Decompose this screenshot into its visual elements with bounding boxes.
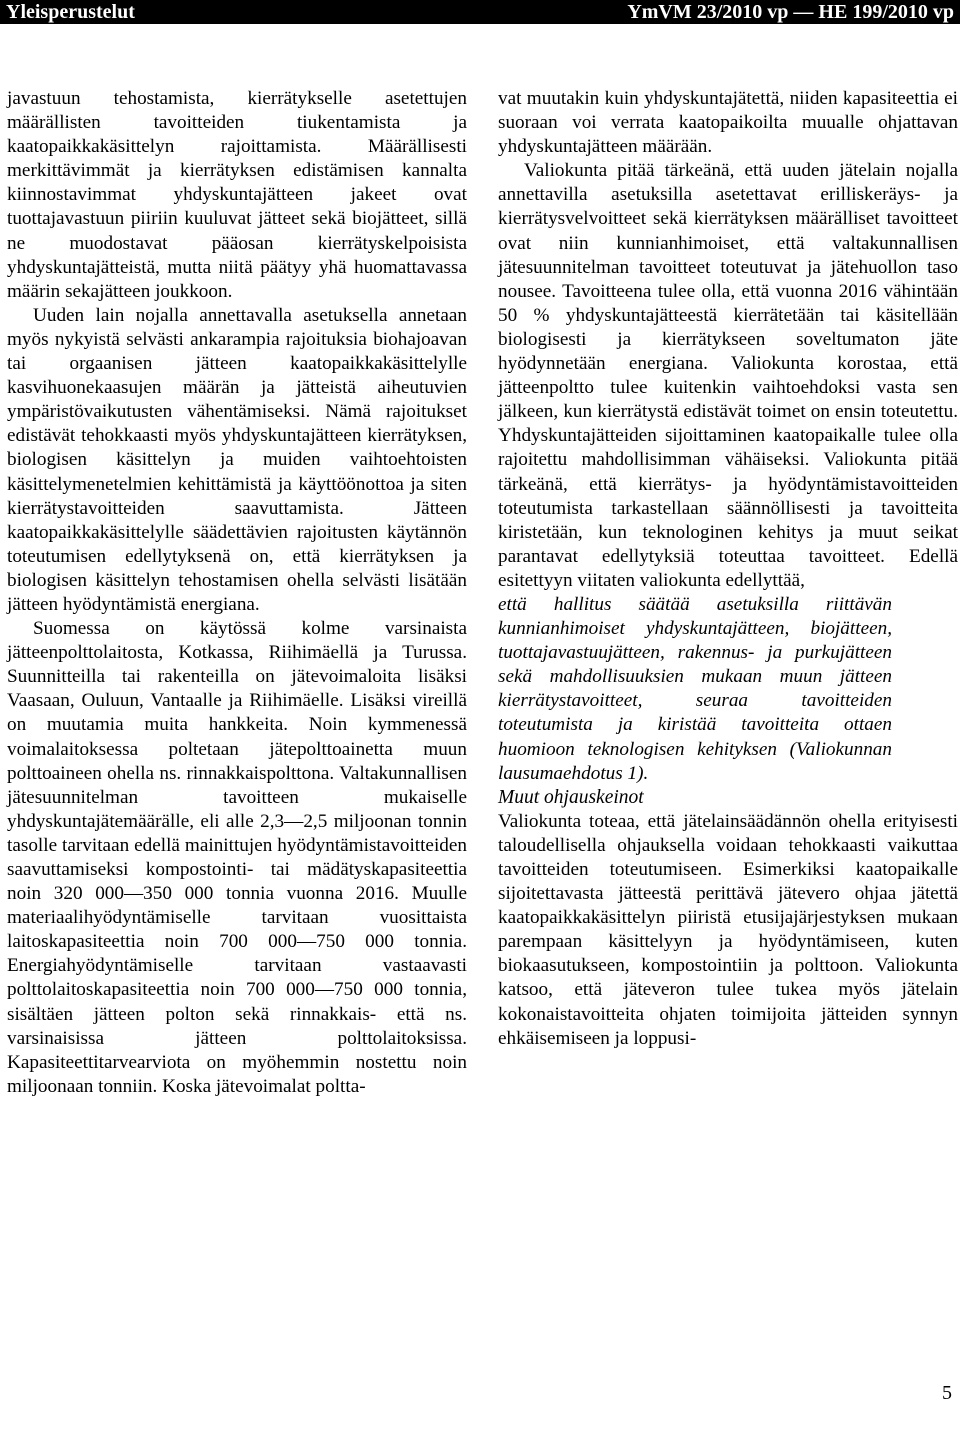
page-number: 5	[942, 1382, 952, 1404]
left-column	[7, 87, 467, 1099]
left-paragraph-3: Suomessa on käytössä kolme varsinaista jätteenpolttolaitosta, Kotkassa, Riihimäellä ja Turussa. Suunnitteilla tai rakenteilla on jätevoimaloita lisäksi Vaasaan, Ouluun, Vantaalle ja Riihimäelle. Lisäksi vireillä on muutamia muita hankkeita. Noin kymmenessä voimalaitoksessa poltetaan jätepolttoainetta muun polttoaineen ohella ns. rinnakkaispolttona. Valtakunnallisen jätesuunnitelman tavoitteen mukaiselle yhdyskuntajätemäärälle, eli alle 2,3—2,5 miljoonan tonnin tasolle tarvitaan edellä mainittujen hyödyntämistavoitteiden saavuttamiseksi kompostointi- tai mädätyskapasiteettia noin 320 000—350 000 tonnia vuonna 2016. Muulle materiaalihyödyntämiselle tarvitaan vuosittaista laitoskapasiteettia noin 700 000—750 000 tonnia. Energiahyödyntämiselle tarvitaan vastaavasti polttolaitoskapasiteettia noin 700 000—750 000 tonnia, sisältäen jätteen polton sekä rinnakkais- että ns. varsinaisissa jätteen polttolaitoksissa. Kapasiteettitarvearviota on myöhemmin nostettu noin miljoonaan tonniin. Koska jätevoimalat poltta-	[7, 618, 467, 1097]
left-paragraph-1: javastuun tehostamista, kierrätykselle asetettujen määrällisten tavoitteiden tiukentamista ja kaatopaikkakäsittelyn rajoittamista. Määrällisesti merkittävimmät ja kierrätyksen edistämisen kannalta kiinnostavimmat yhdyskuntajätteen jakeet ovat tuottajavastuun piiriin kuuluvat jätteet sekä biojätteet, sillä ne muodostavat pääosan kierrätyskelpoisista yhdyskuntajätteistä, mutta niitä päätyy yhä huomattavassa määrin sekajätteen joukkoon.	[7, 88, 467, 302]
right-paragraph-1: vat muutakin kuin yhdyskuntajätettä, niiden kapasiteettia ei suoraan voi verrata kaatopaikoilta muualle ohjattavan yhdyskuntajätteen määrään.	[498, 88, 958, 158]
right-column	[498, 87, 958, 1051]
header-section-title: Yleisperustelut	[6, 1, 135, 23]
right-paragraph-3: Valiokunta toteaa, että jätelainsäädännön ohella erityisesti taloudellisella ohjauksella voidaan tehokkaasti vaikuttaa tavoitteiden toteutumiseen. Esimerkiksi kaatopaikalle sijoitettavasta jätteestä perittävä jätevero ohjaa jätettä kaatopaikkakäsittelyn piiristä etusijajärjestyksen mukaan parempaan käsittelyyn ja hyödyntämiseen, kuten biokaasutukseen, kompostointiin ja polttoon. Valiokunta katsoo, että jäteveron tulee tukea myös jätelain kokonaistavoitteita ohjaten toimijoita jätteiden synnyn ehkäisemiseen ja loppusi-	[498, 810, 958, 1049]
header-document-ref: YmVM 23/2010 vp — HE 199/2010 vp	[627, 1, 954, 23]
section-subheading: Muut ohjauskeinot	[498, 786, 644, 808]
committee-statement: että hallitus säätää asetuksilla riittävän kunnianhimoiset yhdyskuntajätteen, biojätteen, tuottajavastuujätteen, rakennus- ja purkujätteen sekä mahdollisuuksien mukaan muun jätteen kierrätystavoitteet, seuraa tavoitteiden toteutumista ja kiristää tavoitteita ottaen huomioon teknologisen kehityksen (Valiokunnan lausumaehdotus 1).	[498, 593, 892, 784]
left-paragraph-2: Uuden lain nojalla annettavalla asetuksella annetaan myös nykyistä selvästi ankarampia rajoituksia biohajoavan tai orgaanisen jätteen kaatopaikkakäsittelylle kasvihuonekaasujen määrän ja jätteistä aiheutuvien ympäristövaikutusten vähentämiseksi. Nämä rajoitukset edistävät tehokkaasti myös yhdyskuntajätteen kierrätyksen, biologisen käsittelyn ja muiden vaihtoehtoisten käsittelymenetelmien kehittämistä ja käyttöönottoa ja siten kierrätystavoitteiden saavuttamista. Jätteen kaatopaikkakäsittelylle säädettävien rajoitusten käytännön toteutumisen edellytyksenä on, että kierrätyksen ja biologisen käsittelyn tehostamisen ohella selvästi lisätään jätteen hyödyntämistä energiana.	[7, 304, 467, 615]
right-paragraph-2: Valiokunta pitää tärkeänä, että uuden jätelain nojalla annettavilla asetuksilla asetettavat erilliskeräys- ja kierrätysvelvoitteet sekä kierrätyksen määrälliset tavoitteet ovat niin kunnianhimoiset, että valtakunnallisen jätesuunnitelman tavoitteet toteutuvat ja jätehuollon taso nousee. Tavoitteena tulee olla, että vuonna 2016 vähintään 50 % yhdyskuntajätteestä kierrätetään tai käsitellään biologisesti ja kierrätykseen soveltumaton jäte hyödynnetään energiana. Valiokunta korostaa, että jätteenpoltto tulee kuitenkin vaihtoehdoksi vasta sen jälkeen, kun kierrätystä edistävät toimet on ensin toteutettu. Yhdyskuntajätteiden sijoittaminen kaatopaikalle tulee olla rajoitettu mahdollisimman vähäiseksi. Valiokunta pitää tärkeänä, että kierrätys- ja hyödyntämistavoitteiden toteutumista tarkastellaan säännöllisesti ja tavoitteita kiristetään, kun teknologinen kehitys ja muut seikat parantavat edellytyksiä toteuttaa tavoitteet. Edellä esitettyyn viitaten valiokunta edellyttää,	[498, 160, 958, 591]
running-header	[0, 0, 960, 24]
